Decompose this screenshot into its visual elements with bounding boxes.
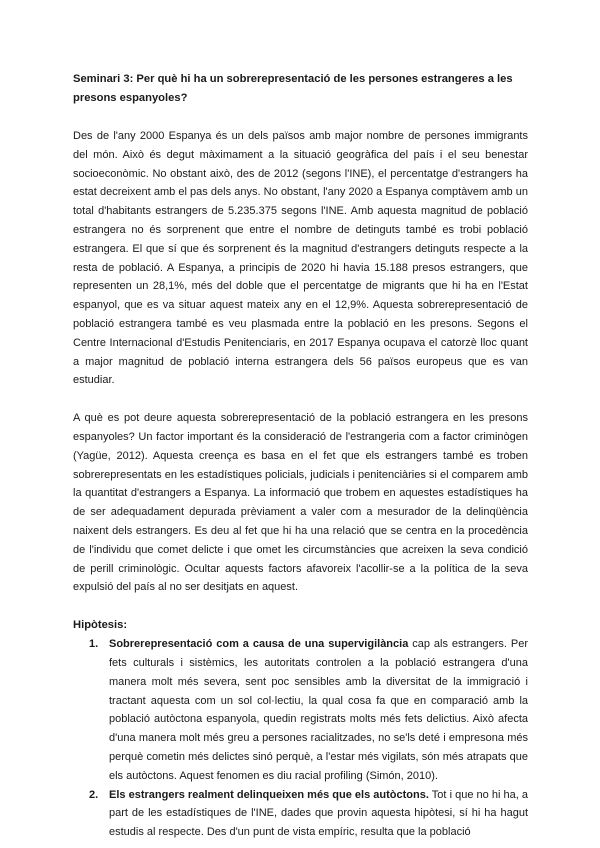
paragraph-intro: Des de l'any 2000 Espanya és un dels països amb major nombre de persones immigrants del món. Això és degut màximament a la situació geogràfica del país i el seu benestar socioeconòmic. No obstant això, des de 2012 (segons l'INE), el percentatge d'estrangers ha estat decreixent amb el pas dels anys. No obstant, l'any 2020 a Espanya comptàvem amb un total d'habitants estrangers de 5.235.375 segons l'INE. Amb aquesta magnitud de població estrangera no és sorprenent que entre el nombre de detinguts també es trobi població estrangera. El que sí que és sorprenent és la magnitud d'estrangers detinguts respecte a la resta de població. A Espanya, a principis de 2020 hi havia 15.188 presos estrangers, que representen un 28,1%, més del doble que el percentatge de migrants que hi ha en l'Estat espanyol, que es va situar aquest mateix any en el 12,9%. Aquesta sobrerepresentació de població estrangera també es veu plasmada entre la població en les presons. Segons el Centre Internacional d'Estudis Penitenciaris, en 2017 Espanya ocupava el catorzè lloc quant a major magnitud de població interna estrangera dels 56 països europeus que es van estudiar. (73, 130, 528, 387)
hypothesis-lead: Els estrangers realment delinqueixen més que els autòctons. (109, 788, 429, 801)
document-page (73, 70, 528, 842)
hypotheses-list (73, 635, 528, 842)
hypotheses-heading: Hipòtesis: (73, 619, 128, 632)
paragraph-question: A què es pot deure aquesta sobrerepresentació de la població estrangera en les presons espanyoles? Un factor important és la consideració de l'estrangeria com a factor criminògen (Yagüe, 2012). Aquesta creença es basa en el fet que els estrangers també es troben sobrerepresentats en les estadístiques policials, judicials i penitenciàries si el comparem amb la quantitat d'estrangers a Espanya. La informació que trobem en aquestes estadístiques ha de ser adequadament depurada prèviament a valer com a mesurador de la delinqüència naixent dels estrangers. Es deu al fet que hi ha una relació que se centra en la procedència de l'individu que comet delicte i que omet les circumstàncies que acreixen la seva condició de perill criminològic. Ocultar aquests factors afavoreix l'acollir-se a la política de la seva expulsió del país al no ser desitjats en aquest. (73, 412, 528, 594)
document-title: Seminari 3: Per què hi ha un sobrerepresentació de les persones estrangeres a les presons espanyoles? (73, 73, 513, 104)
hypothesis-number: 1. (89, 638, 99, 651)
hypothesis-number: 2. (89, 788, 99, 801)
hypothesis-item (73, 635, 528, 785)
hypothesis-item (73, 786, 528, 842)
hypothesis-lead: Sobrerepresentació com a causa de una supervigilància (109, 638, 409, 651)
hypothesis-text: cap als estrangers. Per fets culturals i sistèmics, les autoritats controlen a la població estrangera d'una manera molt més severa, sent poc sensibles amb la diversitat de la immigració i tractant aquesta com un sol col·lectiu, la qual cosa fa que en comparació amb la població autòctona espanyola, quedin registrats molts més fets delictius. Això afecta d'una manera molt més greu a persones racialitzades, no se'ls deté i empresona més perquè cometin més delictes sinó perquè, a l'estar més vigilats, són més atrapats que els autòctons. Aquest fenomen es diu racial profiling (Simón, 2010). (109, 638, 529, 782)
hypothesis-text: Tot i que no hi ha, a part de les estadístiques de l'INE, dades que provin aquesta hipòtesi, sí hi ha hagut estudis al respecte. Des d'un punt de vista empíric, resulta que la població (109, 788, 528, 839)
